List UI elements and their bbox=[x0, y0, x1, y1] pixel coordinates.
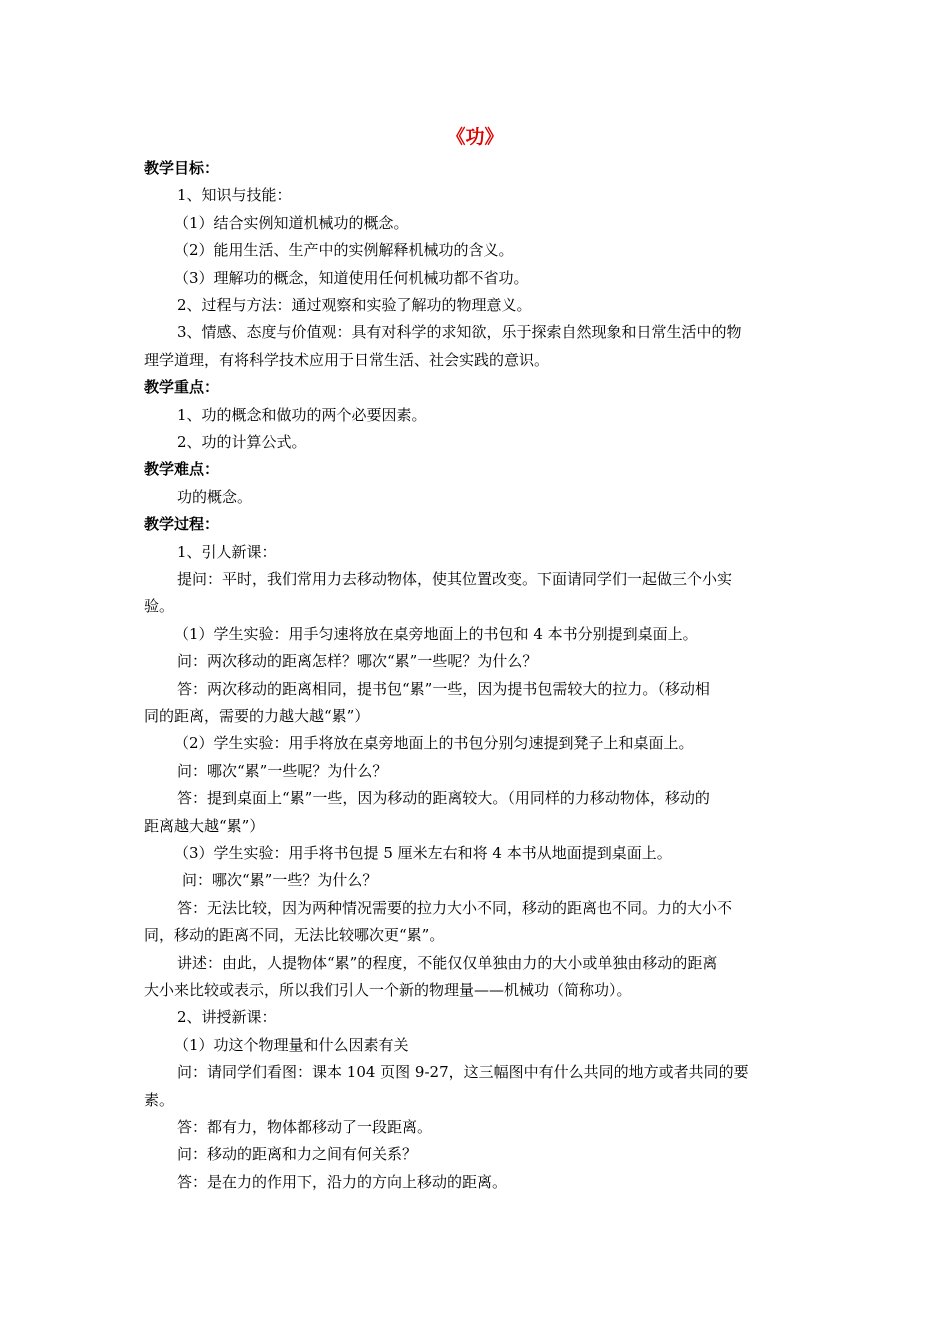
text-line: 答：提到桌面上“累”一些，因为移动的距离较大。（用同样的力移动物体，移动的 bbox=[177, 789, 710, 807]
text-line: 讲述：由此，人提物体“累”的程度，不能仅仅单独由力的大小或单独由移动的距离 bbox=[177, 954, 718, 972]
text-line: 1、知识与技能： bbox=[177, 186, 292, 204]
section-heading: 教学目标： bbox=[144, 159, 220, 177]
text-line: 理学道理，有将科学技术应用于日常生活、社会实践的意识。 bbox=[144, 351, 550, 369]
text-line: 答：是在力的作用下，沿力的方向上移动的距离。 bbox=[177, 1173, 508, 1191]
text-line: （2）能用生活、生产中的实例解释机械功的含义。 bbox=[174, 241, 514, 259]
text-line: 答：两次移动的距离相同，提书包“累”一些，因为提书包需较大的拉力。（移动相 bbox=[177, 680, 710, 698]
text-line: 2、过程与方法：通过观察和实验了解功的物理意义。 bbox=[177, 296, 532, 314]
text-line: 提问：平时，我们常用力去移动物体，使其位置改变。下面请同学们一起做三个小实 bbox=[177, 570, 733, 588]
text-line: 答：都有力，物体都移动了一段距离。 bbox=[177, 1118, 433, 1136]
section-heading: 教学重点： bbox=[144, 378, 220, 396]
text-line: 同，移动的距离不同，无法比较哪次更“累”。 bbox=[144, 926, 445, 944]
text-line: （3）理解功的概念，知道使用任何机械功都不省功。 bbox=[174, 269, 529, 287]
text-line: （1）学生实验：用手匀速将放在桌旁地面上的书包和 4 本书分别提到桌面上。 bbox=[174, 625, 698, 643]
text-line: 问：哪次“累”一些呢？为什么？ bbox=[177, 762, 388, 780]
text-line: （1）结合实例知道机械功的概念。 bbox=[174, 214, 409, 232]
section-heading: 教学过程： bbox=[144, 515, 220, 533]
text-line: 答：无法比较，因为两种情况需要的拉力大小不同，移动的距离也不同。力的大小不 bbox=[177, 899, 733, 917]
text-line: 2、讲授新课： bbox=[177, 1008, 277, 1026]
text-line: （3）学生实验：用手将书包提 5 厘米左右和将 4 本书从地面提到桌面上。 bbox=[174, 844, 672, 862]
text-line: 问：哪次“累”一些？为什么？ bbox=[182, 871, 378, 889]
text-line: 3、情感、态度与价值观：具有对科学的求知欲，乐于探索自然现象和日常生活中的物 bbox=[177, 323, 742, 341]
text-line: 问：请同学们看图：课本 104 页图 9-27，这三幅图中有什么共同的地方或者共同的要 bbox=[177, 1063, 749, 1081]
text-line: 功的概念。 bbox=[177, 488, 253, 506]
text-line: 1、引人新课： bbox=[177, 543, 277, 561]
text-line: （1）功这个物理量和什么因素有关 bbox=[174, 1036, 409, 1054]
text-line: 问：移动的距离和力之间有何关系？ bbox=[177, 1145, 418, 1163]
document-title: 《功》 bbox=[446, 126, 504, 148]
text-line: 问：两次移动的距离怎样？哪次“累”一些呢？为什么？ bbox=[177, 652, 538, 670]
text-line: 2、功的计算公式。 bbox=[177, 433, 307, 451]
text-line: 1、功的概念和做功的两个必要因素。 bbox=[177, 406, 427, 424]
text-line: 距离越大越“累”） bbox=[144, 817, 265, 835]
text-line: 验。 bbox=[144, 597, 175, 615]
text-line: （2）学生实验：用手将放在桌旁地面上的书包分别匀速提到凳子上和桌面上。 bbox=[174, 734, 694, 752]
text-line: 素。 bbox=[144, 1091, 175, 1109]
text-line: 大小来比较或表示，所以我们引人一个新的物理量——机械功（简称功）。 bbox=[144, 981, 632, 999]
section-heading: 教学难点： bbox=[144, 460, 220, 478]
text-line: 同的距离，需要的力越大越“累”） bbox=[144, 707, 370, 725]
